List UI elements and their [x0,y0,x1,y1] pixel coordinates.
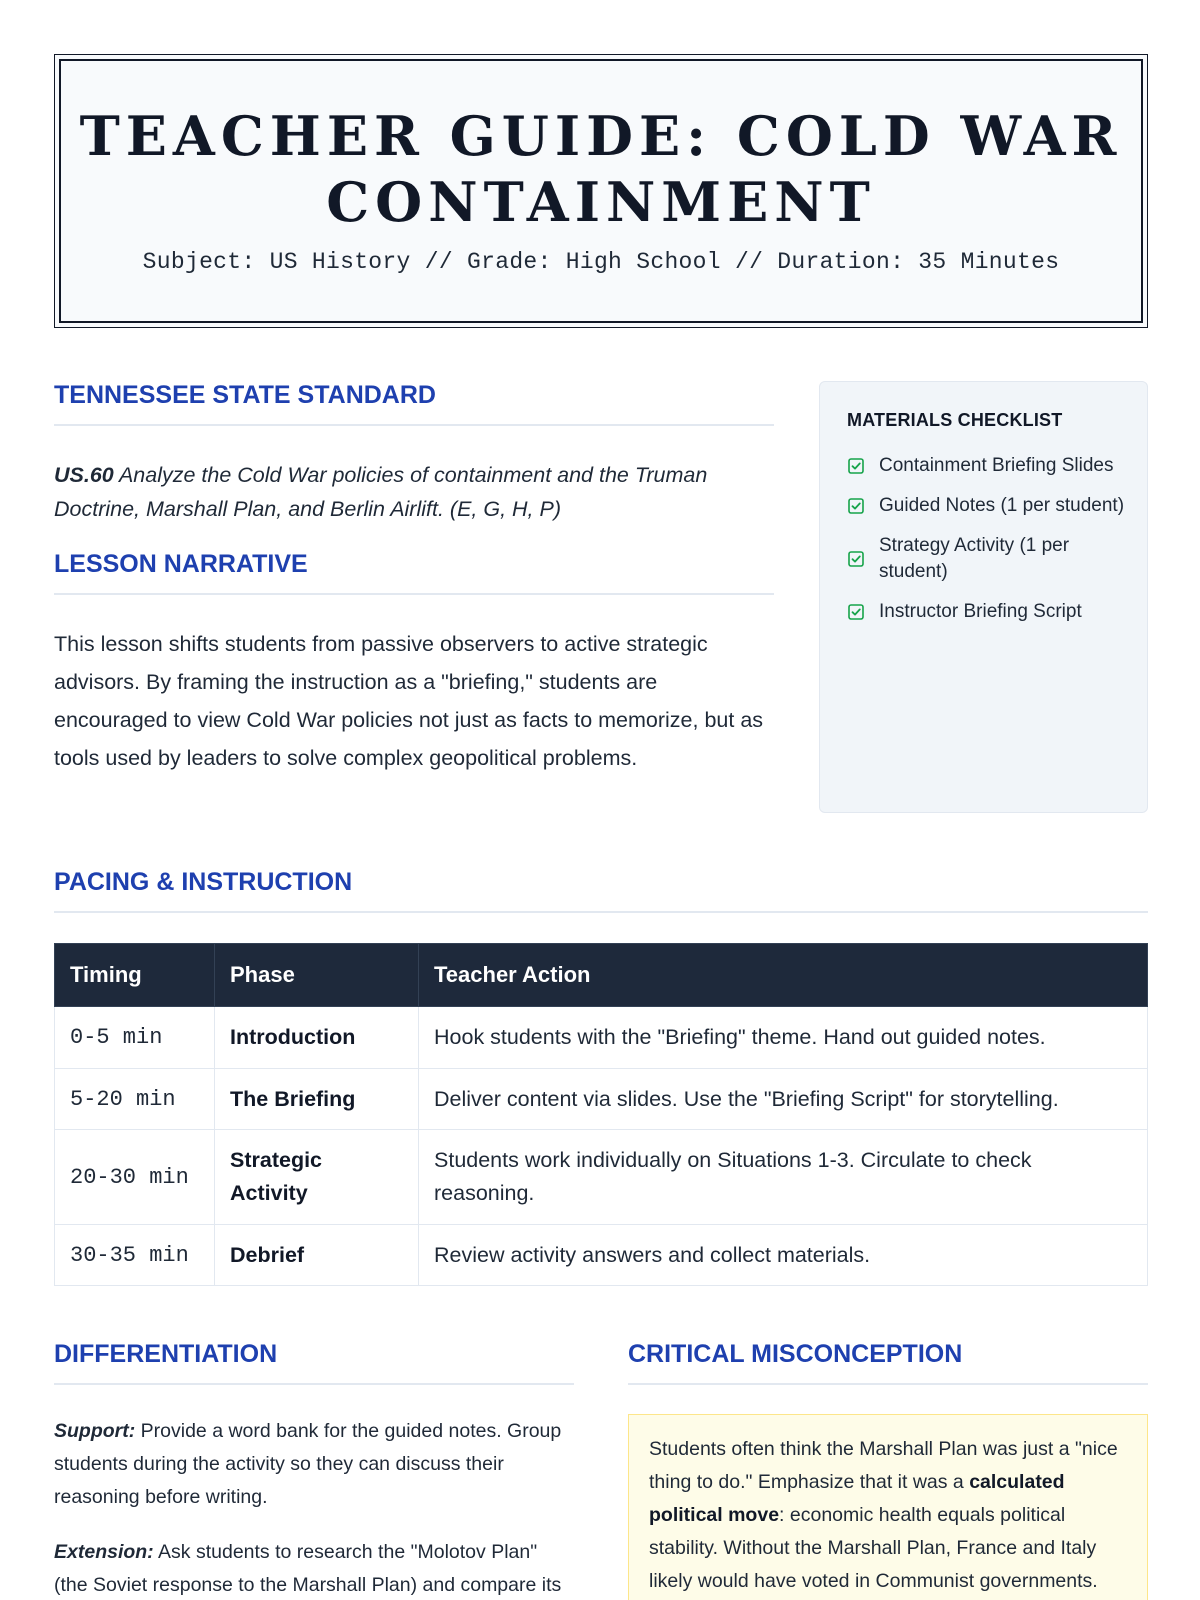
support-label: Support: [54,1420,136,1442]
checklist-item-label: Strategy Activity (1 per student) [879,535,1070,582]
timing-cell: 5-20 min [55,1069,215,1130]
checklist-item [847,453,1127,479]
narrative-heading: LESSON NARRATIVE [54,550,774,595]
standard-heading: TENNESSEE STATE STANDARD [54,381,774,426]
misconception-emphasis: calculated political move [649,1471,1065,1526]
support-text: Provide a word bank for the guided notes. Group students during the activity so they can discuss their reasoning before writing. [54,1420,562,1508]
phase-cell: Debrief [215,1225,419,1286]
table-row [55,1130,1148,1225]
checklist-item [847,493,1127,519]
action-cell: Hook students with the "Briefing" theme. Hand out guided notes. [419,1007,1148,1069]
check-square-icon [847,457,865,475]
page-subtitle: Subject: US History // Grade: High School // Duration: 35 Minutes [142,249,1060,275]
timing-cell: 0-5 min [55,1007,215,1069]
pacing-heading: PACING & INSTRUCTION [54,868,1148,913]
materials-title: MATERIALS CHECKLIST [847,410,1063,430]
standard-code: US.60 [54,463,114,487]
pacing-table [54,943,1148,1286]
action-cell: Review activity answers and collect materials. [419,1225,1148,1286]
materials-checklist [819,381,1148,813]
pacing-header-row [55,944,1148,1007]
extension-text: Ask students to research the "Molotov Plan" (the Soviet response to the Marshall Plan) and compare its [54,1541,562,1596]
checklist-item [847,533,1127,585]
misconception-text-before: Students often think the Marshall Plan was just a "nice thing to do." Emphasize that it was a [649,1438,1118,1493]
differentiation-text [54,1415,574,1600]
column-header-timing: Timing [55,944,215,1007]
check-square-icon [847,550,865,568]
checklist-item-label: Containment Briefing Slides [879,455,1114,476]
extension-paragraph [54,1536,574,1600]
misconception-text-after: : economic health equals political stability. Without the Marshall Plan, France and Italy likely would have voted in Communist governments. [649,1504,1098,1592]
action-cell: Students work individually on Situations 1-3. Circulate to check reasoning. [419,1130,1148,1225]
header-box [54,54,1148,328]
phase-cell: Strategic Activity [215,1130,419,1225]
header-frame [59,59,1143,323]
timing-cell: 20-30 min [55,1130,215,1225]
misconception-heading: CRITICAL MISCONCEPTION [628,1340,1148,1385]
phase-cell: Introduction [215,1007,419,1069]
column-header-action: Teacher Action [419,944,1148,1007]
materials-list [847,453,1127,625]
standard-description: Analyze the Cold War policies of containment and the Truman Doctrine, Marshall Plan, and Berlin Airlift. (E, G, H, P) [54,463,708,521]
misconception-callout [628,1414,1148,1600]
table-row [55,1225,1148,1286]
phase-cell: The Briefing [215,1069,419,1130]
checklist-item-label: Guided Notes (1 per student) [879,495,1125,516]
differentiation-heading: DIFFERENTIATION [54,1340,574,1385]
check-square-icon [847,497,865,515]
extension-label: Extension: [54,1541,154,1563]
checklist-item [847,599,1127,625]
table-row [55,1069,1148,1130]
narrative-text: This lesson shifts students from passive observers to active strategic advisors. By framing the instruction as a "briefing," students are encouraged to view Cold War policies not just as facts to memorize, but as tools used by leaders to solve complex geopolitical problems. [54,632,764,770]
column-header-phase: Phase [215,944,419,1007]
check-square-icon [847,603,865,621]
action-cell: Deliver content via slides. Use the "Briefing Script" for storytelling. [419,1069,1148,1130]
support-paragraph [54,1415,574,1514]
timing-cell: 30-35 min [55,1225,215,1286]
table-row [55,1007,1148,1069]
checklist-item-label: Instructor Briefing Script [879,601,1082,622]
page-title: TEACHER GUIDE: COLD WAR CONTAINMENT [79,104,1123,234]
standard-text [54,458,774,526]
